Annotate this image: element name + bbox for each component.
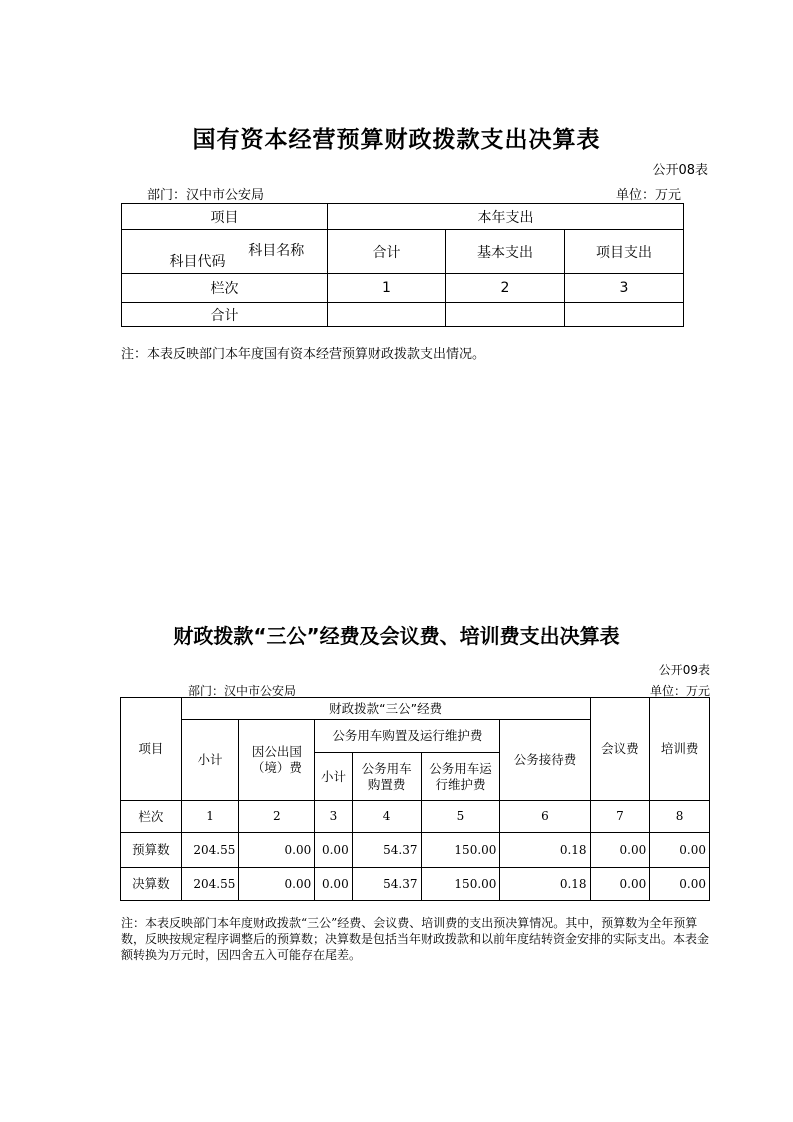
table2-col-vehicle-operation: 公务用车运行维护费 (421, 753, 500, 801)
table2-cell: 0.00 (650, 833, 710, 868)
table2-col-abroad: 因公出国（境）费 (239, 720, 315, 801)
table2-cell: 0.00 (239, 833, 315, 868)
table2-col-meeting: 会议费 (590, 698, 650, 801)
table2-row-final (121, 868, 710, 901)
table2-col-number: 6 (500, 801, 590, 833)
table2-col-training: 培训费 (650, 698, 710, 801)
table1-col-name: 科目名称 (226, 230, 328, 274)
table1-department: 部门：汉中市公安局 (147, 188, 265, 203)
table1-col-num: 2 (446, 274, 565, 303)
table1-cell (328, 303, 446, 327)
table2-row-col-label: 栏次 (121, 801, 182, 833)
table1-cell (446, 303, 565, 327)
table2-col-number: 4 (352, 801, 421, 833)
table2-row-budget (121, 833, 710, 868)
table2-col-vehicle: 公务用车购置及运行维护费 (315, 720, 500, 753)
table2-cell: 0.18 (500, 833, 590, 868)
table2-col-number: 7 (590, 801, 650, 833)
table1-row-col-label: 栏次 (122, 274, 328, 303)
table2-cell: 0.00 (590, 868, 650, 901)
table1-col-basic: 基本支出 (446, 230, 565, 274)
table2-row-label: 预算数 (121, 833, 182, 868)
table2-col-number: 2 (239, 801, 315, 833)
table1-unit: 单位：万元 (615, 188, 681, 203)
table1-row-total-label: 合计 (122, 303, 328, 327)
table1-cell (565, 303, 684, 327)
table2-cell: 0.00 (650, 868, 710, 901)
table2-row-label: 决算数 (121, 868, 182, 901)
table2-col-number: 5 (421, 801, 500, 833)
table1-col-num: 3 (565, 274, 684, 303)
table2-cell: 0.00 (590, 833, 650, 868)
table2-cell: 0.00 (315, 833, 352, 868)
table2-col-number: 3 (315, 801, 352, 833)
table1-note: 注：本表反映部门本年度国有资本经营预算财政拨款支出情况。 (121, 347, 486, 362)
table1-header-year: 本年支出 (328, 204, 684, 230)
table2-cell: 0.00 (239, 868, 315, 901)
table2-col-vehicle-subtotal: 小计 (315, 753, 352, 801)
table2-header-item: 项目 (121, 698, 182, 801)
table2-cell: 0.18 (500, 868, 590, 901)
table2-code: 公开09表 (658, 663, 710, 677)
table2-department: 部门：汉中市公安局 (188, 684, 297, 698)
table1-title: 国有资本经营预算财政拨款支出决算表 (192, 127, 601, 153)
table2-cell: 204.55 (181, 868, 239, 901)
table2-col-reception: 公务接待费 (500, 720, 590, 801)
table2-col-number: 8 (650, 801, 710, 833)
table1-header-item: 项目 (122, 204, 328, 230)
table2-cell: 54.37 (352, 833, 421, 868)
table1-col-code: 科目代码 (122, 230, 226, 274)
table1-code: 公开08表 (652, 163, 708, 178)
table2-col-vehicle-purchase: 公务用车购置费 (352, 753, 421, 801)
table2-title: 财政拨款“三公”经费及会议费、培训费支出决算表 (173, 624, 620, 648)
table2-col-subtotal: 小计 (181, 720, 239, 801)
table2-grid (120, 697, 710, 901)
table2-cell: 204.55 (181, 833, 239, 868)
table2-unit: 单位：万元 (649, 684, 710, 698)
table2-col-number: 1 (181, 801, 239, 833)
table1-grid (121, 203, 684, 327)
table2-cell: 150.00 (421, 868, 500, 901)
table1-col-project: 项目支出 (565, 230, 684, 274)
table2-header-sangong: 财政拨款“三公”经费 (181, 698, 590, 720)
table1-col-num: 1 (328, 274, 446, 303)
table2-cell: 0.00 (315, 868, 352, 901)
table1-col-total: 合计 (328, 230, 446, 274)
table2-note: 注：本表反映部门本年度财政拨款“三公”经费、会议费、培训费的支出预决算情况。其中，预算数为全年预算数，反映按规定程序调整后的预算数；决算数是包括当年财政拨款和以前年度结转资金安排的实际支出。本表金额转换为万元时，因四舍五入可能存在尾差。 (121, 916, 710, 962)
table2-cell: 150.00 (421, 833, 500, 868)
table2-cell: 54.37 (352, 868, 421, 901)
